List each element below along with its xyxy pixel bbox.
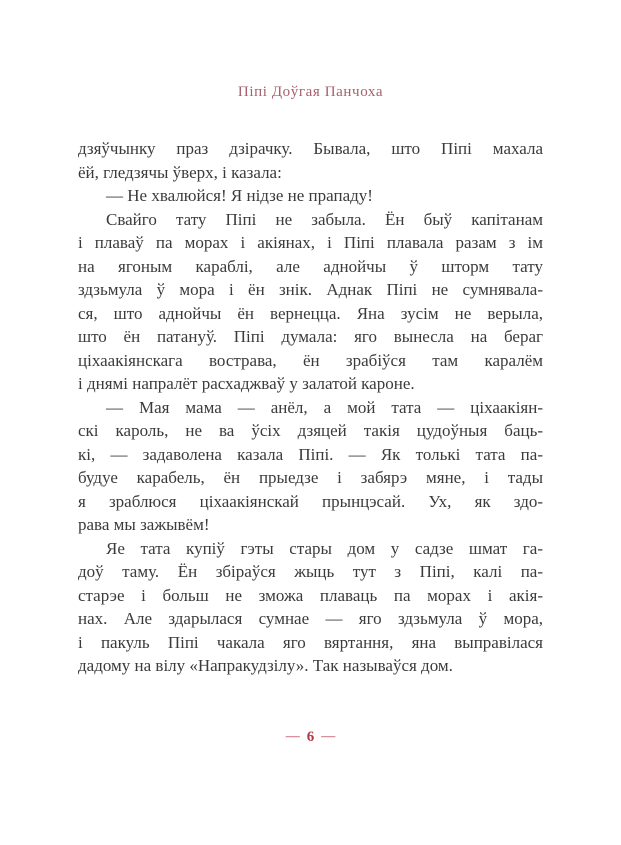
running-header: Піпі Доўгая Панчоха [237, 84, 384, 100]
text-line: ціхаакіянскага вострава, ён зрабіўся там каралём [78, 350, 543, 370]
text-line: ся, што аднойчы ён вернецца. Яна зусім не верыла, [78, 303, 543, 323]
page-text [78, 137, 543, 678]
text-line: і плаваў па морах і акіянах, і Піпі плавала разам з ім [78, 233, 543, 252]
text-line: рава мы зажывём! [78, 515, 210, 534]
text-line: Яе тата купіў гэты стары дом у садзе шмат га- [106, 538, 543, 558]
text-line: — Мая мама — анёл, а мой тата — ціхаакіян- [106, 397, 543, 417]
text-line: дзяўчынку праз дзірачку. Бывала, што Піпі махала [78, 139, 543, 158]
text-line: Свайго тату Піпі не забыла. Ён быў капітанам [106, 209, 543, 229]
text-line: ёй, гледзячы ўверх, і казала: [78, 162, 282, 182]
page-number-dash-right: — [321, 729, 336, 744]
text-line: скі кароль, не ва ўсіх дзяцей такія цудоўныя баць- [78, 421, 543, 440]
text-line: старэе і больш не зможа плаваць па морах і акія- [78, 585, 543, 605]
text-line: і пакуль Піпі чакала яго вяртання, яна выправілася [78, 632, 543, 652]
text-line: доў таму. Ён збіраўся жыць тут з Піпі, калі па- [78, 562, 543, 581]
text-line: нах. Але здарылася сумнае — яго здзьмула ў мора, [78, 609, 543, 628]
text-line: кі, — задаволена казала Піпі. — Як толькі тата па- [78, 444, 543, 464]
text-line: дадому на вілу «Напракудзілу». Так называўся дом. [78, 656, 453, 675]
page-number-dash-left: — [285, 729, 300, 744]
text-line: на ягоным караблі, але аднойчы ў шторм тату [78, 256, 543, 276]
text-line: я зраблюся ціхаакіянскай прынцэсай. Ух, як здо- [78, 491, 543, 511]
page-number [0, 729, 621, 746]
text-line: і днямі напралёт расхаджваў у залатой кароне. [78, 374, 415, 393]
text-line: — Не хвалюйся! Я нідзе не прападу! [106, 186, 373, 205]
text-line: здзьмула ў мора і ён знік. Аднак Піпі не сумнявала- [78, 280, 543, 299]
page-number-value: 6 [306, 729, 315, 745]
text-line: будуе карабель, ён прыедзе і забярэ мяне, і тады [78, 468, 543, 487]
text-line: што ён патануў. Піпі думала: яго вынесла на бераг [78, 327, 543, 346]
